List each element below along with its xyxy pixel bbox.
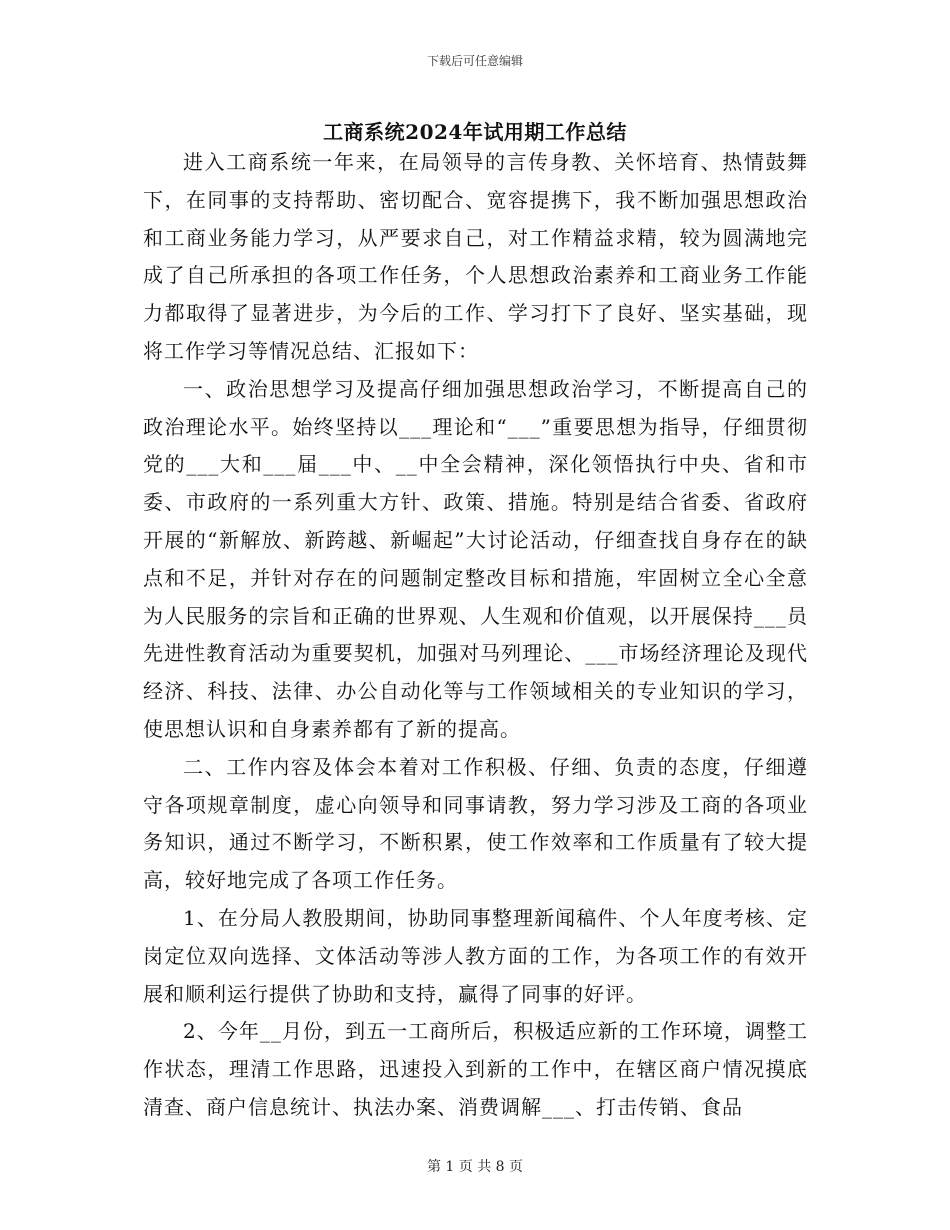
page-footer: 第 1 页 共 8 页 — [426, 1159, 524, 1175]
document-title: 工商系统2024年试用期工作总结 — [323, 120, 627, 144]
paragraph-item-1: 1、在分局人教股期间，协助同事整理新闻稿件、个人年度考核、定岗定位双向选择、文体活动等涉人教方面的工作，为各项工作的有效开展和顺利运行提供了协助和支持，赢得了同事的好评。 — [143, 905, 808, 1006]
document-body — [143, 144, 808, 1127]
header-note: 下载后可任意编辑 — [426, 54, 523, 68]
paragraph-political-study: 一、政治思想学习及提高仔细加强思想政治学习，不断提高自己的政治理论水平。始终坚持以___理论和“___”重要思想为指导，仔细贯彻党的___大和___届___中、__中全会精神，深化领悟执行中央、省和市委、市政府的一系列重大方针、政策、措施。特别是结合省委、省政府开展的“新解放、新跨越、新崛起”大讨论活动，仔细查找自身存在的缺点和不足，并针对存在的问题制定整改目标和措施，牢固树立全心全意为人民服务的宗旨和正确的世界观、人生观和价值观，以开展保持___员先进性教育活动为重要契机，加强对马列理论、___市场经济理论及现代经济、科技、法律、办公自动化等与工作领域相关的专业知识的学习，使思想认识和自身素养都有了新的提高。 — [143, 376, 808, 741]
paragraph-work-content: 二、工作内容及体会本着对工作积极、仔细、负责的态度，仔细遵守各项规章制度，虚心向领导和同事请教，努力学习涉及工商的各项业务知识，通过不断学习，不断积累，使工作效率和工作质量有了较大提高，较好地完成了各项工作任务。 — [143, 754, 808, 893]
paragraph-intro: 进入工商系统一年来，在局领导的言传身教、关怀培育、热情鼓舞下，在同事的支持帮助、密切配合、宽容提携下，我不断加强思想政治和工商业务能力学习，从严要求自己，对工作精益求精，较为圆满地完成了自己所承担的各项工作任务，个人思想政治素养和工商业务工作能力都取得了显著进步，为今后的工作、学习打下了良好、坚实基础，现将工作学习等情况总结、汇报如下： — [143, 150, 808, 363]
paragraph-item-2: 2、今年__月份，到五一工商所后，积极适应新的工作环境，调整工作状态，理清工作思路，迅速投入到新的工作中，在辖区商户情况摸底清查、商户信息统计、执法办案、消费调解___、打击传销、食品 — [143, 1019, 808, 1119]
